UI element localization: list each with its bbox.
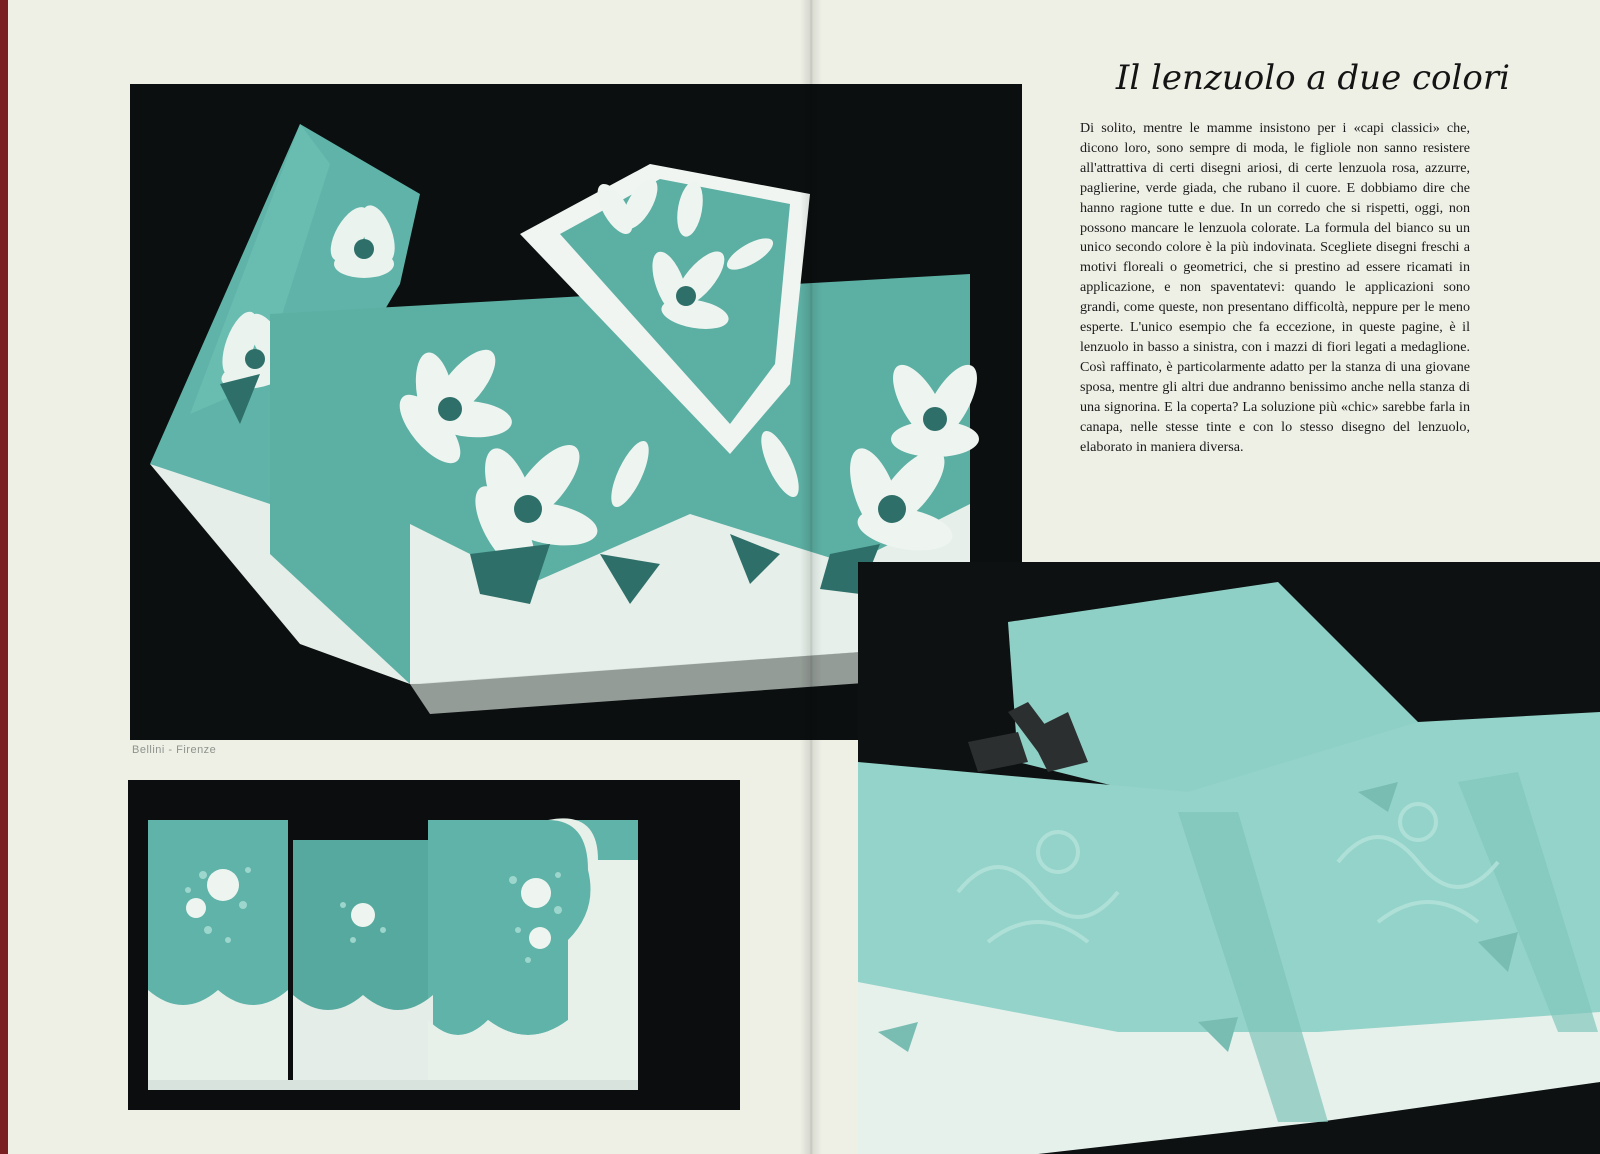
article-body: Di solito, mentre le mamme insistono per i «capi classici» che, dicono loro, sono sempre di moda, le figliole non sanno resistere all'attrattiva di certi disegni ariosi, di certe lenzuola rosa, azzurre, paglierine, verde giada, che rubano il cuore. E dobbiamo dire che hanno ragione tutte e due. In un corredo che si rispetti, oggi, non possono mancare le lenzuola colorate. La formula del bianco su un unico secondo colore è la più indovinata. Scegliete disegni freschi a motivi floreali o geometrici, che si prestino ad essere ricamati in applicazione, e non spaventatevi: quando le applicazioni sono grandi, come queste, non presentano difficoltà, neppure per le meno esperte. L'unico esempio che fa eccezione, in queste pagine, è il lenzuolo in basso a sinistra, con i mazzi di fiori legati a medaglione. Così raffinato, è particolarmente adatto per la stanza di una giovane sposa, mentre gli altri due andranno benissimo anche nella stanza di una signorina. E la coperta? La soluzione più «chic» sarebbe farla in canapa, nelle stesse tinte e con lo stesso disegno del lenzuolo, elaborato in maniera diversa. bbox=[1080, 120, 1470, 455]
photo-damask-sheets bbox=[858, 562, 1600, 1154]
article-title: Il lenzuolo a due colori bbox=[1115, 58, 1510, 98]
magazine-spread bbox=[8, 0, 1600, 1154]
page-gutter bbox=[800, 0, 822, 1154]
pillowcases-illustration bbox=[128, 780, 740, 1110]
damask-sheets-illustration bbox=[858, 562, 1600, 1154]
photo-pillowcases bbox=[128, 780, 740, 1110]
photo-caption: Bellini - Firenze bbox=[132, 744, 217, 756]
